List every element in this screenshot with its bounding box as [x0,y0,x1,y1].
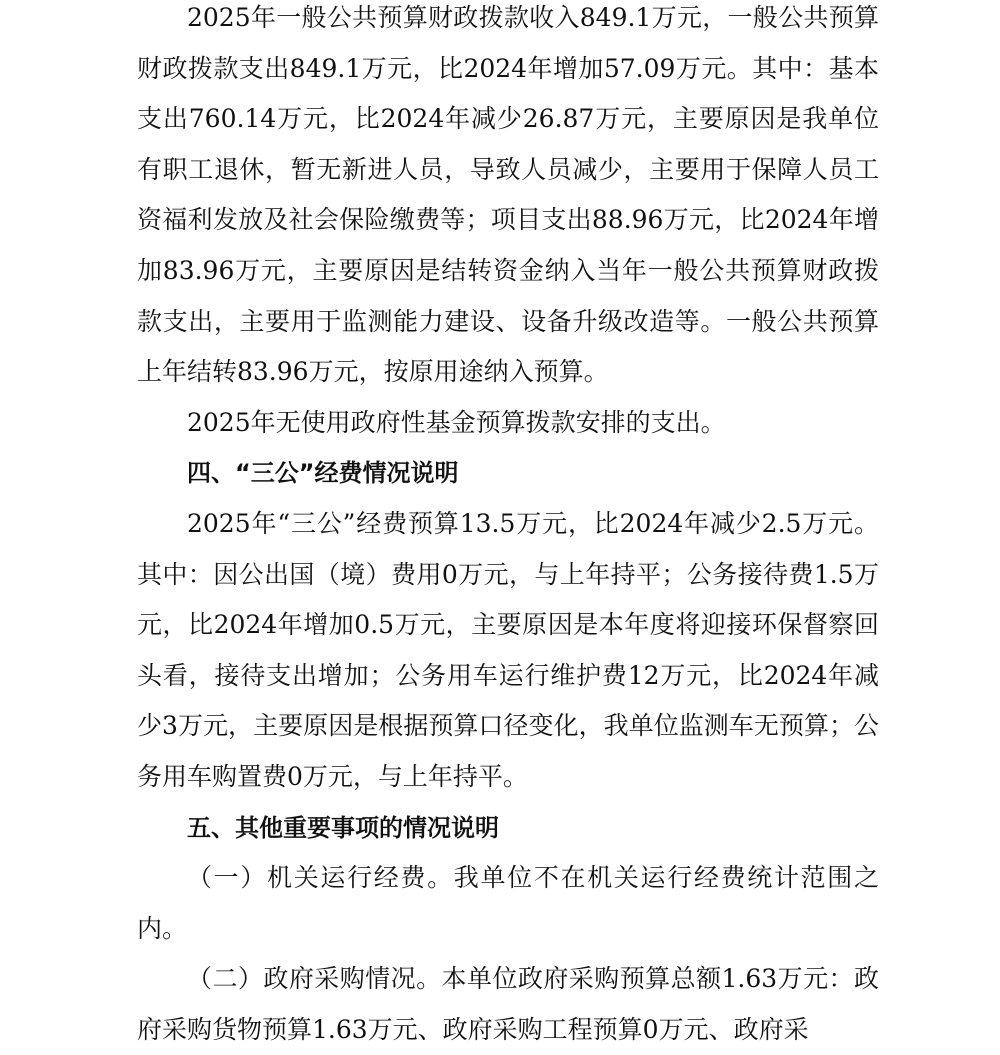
paragraph-general-budget: 2025年一般公共预算财政拨款收入849.1万元，一般公共预算财政拨款支出849.1万元，比2024年增加57.09万元。其中：基本支出760.14万元，比2024年减少26.87万元，主要原因是我单位有职工退休，暂无新进人员，导致人员减少，主要用于保障人员工资福利发放及社会保险缴费等；项目支出88.96万元，比2024年增加83.96万元，主要原因是结转资金纳入当年一般公共预算财政拨款支出，主要用于监测能力建设、设备升级改造等。一般公共预算上年结转83.96万元，按原用途纳入预算。 [137,3,879,387]
paragraph-agency-operating-costs: （一）机关运行经费。我单位不在机关运行经费统计范围之内。 [137,863,879,943]
section-heading-three-public: 四、“三公”经费情况说明 [187,459,459,488]
paragraph-government-fund: 2025年无使用政府性基金预算拨款安排的支出。 [187,407,726,437]
paragraph-government-procurement: （二）政府采购情况。本单位政府采购预算总额1.63万元：政府采购货物预算1.63万元、政府采购工程预算0万元、政府采 [137,964,879,1044]
paragraph-three-public-expenses: 2025年“三公”经费预算13.5万元，比2024年减少2.5万元。其中：因公出国（境）费用0万元，与上年持平；公务接待费1.5万元，比2024年增加0.5万元，主要原因是本年度将迎接环保督察回头看，接待支出增加；公务用车运行维护费12万元，比2024年减少3万元，主要原因是根据预算口径变化，我单位监测车无预算；公务用车购置费0万元，与上年持平。 [137,508,879,791]
section-heading-other-matters: 五、其他重要事项的情况说明 [187,813,499,842]
document-page [137,0,879,1055]
